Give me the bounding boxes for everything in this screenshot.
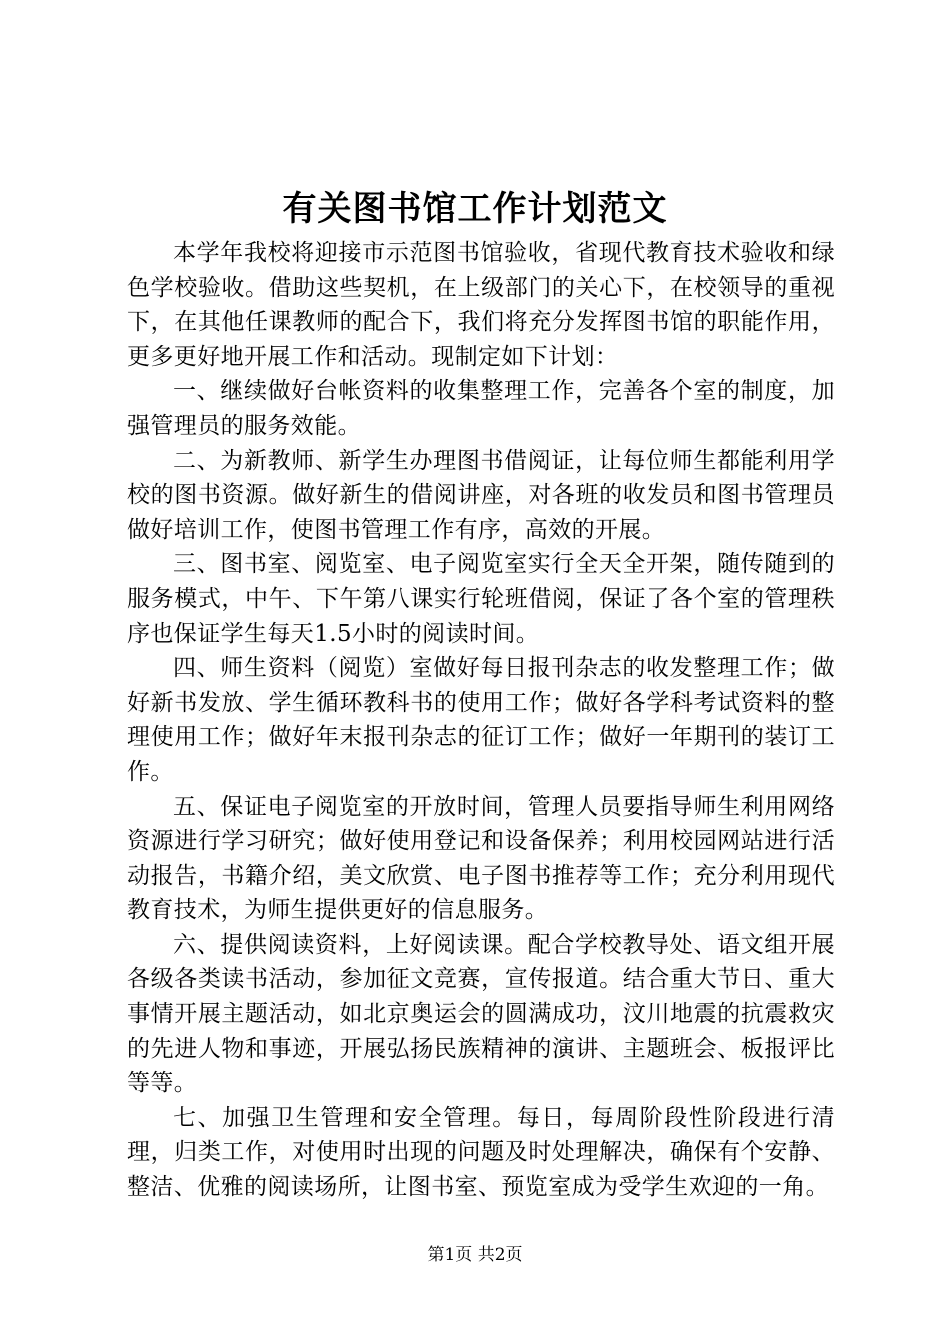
paragraph-item-2: 二、为新教师、新学生办理图书借阅证，让每位师生都能利用学校的图书资源。做好新生的借阅讲座，对各班的收发员和图书管理员做好培训工作，使图书管理工作有序，高效的开展。 — [127, 447, 835, 543]
paragraph-item-3: 三、图书室、阅览室、电子阅览室实行全天全开架，随传随到的服务模式，中午、下午第八课实行轮班借阅，保证了各个室的管理秩序也保证学生每天1.5小时的阅读时间。 — [127, 551, 835, 647]
paragraph-item-7: 七、加强卫生管理和安全管理。每日，每周阶段性阶段进行清理，归类工作，对使用时出现的问题及时处理解决，确保有个安静、整洁、优雅的阅读场所，让图书室、预览室成为受学生欢迎的一角。 — [127, 1104, 835, 1201]
page-number-footer: 第1页 共2页 — [427, 1245, 523, 1265]
paragraph-item-6: 六、提供阅读资料，上好阅读课。配合学校教导处、语文组开展各级各类读书活动，参加征文竞赛，宣传报道。结合重大节日、重大事情开展主题活动，如北京奥运会的圆满成功，汶川地震的抗震救灾的先进人物和事迹，开展弘扬民族精神的演讲、主题班会、板报评比等等。 — [127, 931, 835, 1097]
paragraph-item-5: 五、保证电子阅览室的开放时间，管理人员要指导师生利用网络资源进行学习研究；做好使用登记和设备保养；利用校园网站进行活动报告，书籍介绍，美文欣赏、电子图书推荐等工作；充分利用现代教育技术，为师生提供更好的信息服务。 — [127, 793, 835, 924]
document-body — [127, 236, 835, 1205]
paragraph-item-4: 四、师生资料（阅览）室做好每日报刊杂志的收发整理工作；做好新书发放、学生循环教科书的使用工作；做好各学科考试资料的整理使用工作；做好年末报刊杂志的征订工作；做好一年期刊的装订工作。 — [127, 655, 835, 785]
paragraph-item-1: 一、继续做好台帐资料的收集整理工作，完善各个室的制度，加强管理员的服务效能。 — [127, 378, 835, 439]
document-title: 有关图书馆工作计划范文 — [282, 189, 668, 229]
paragraph-intro: 本学年我校将迎接市示范图书馆验收，省现代教育技术验收和绿色学校验收。借助这些契机，在上级部门的关心下，在校领导的重视下，在其他任课教师的配合下，我们将充分发挥图书馆的职能作用，更多更好地开展工作和活动。现制定如下计划： — [127, 240, 835, 370]
